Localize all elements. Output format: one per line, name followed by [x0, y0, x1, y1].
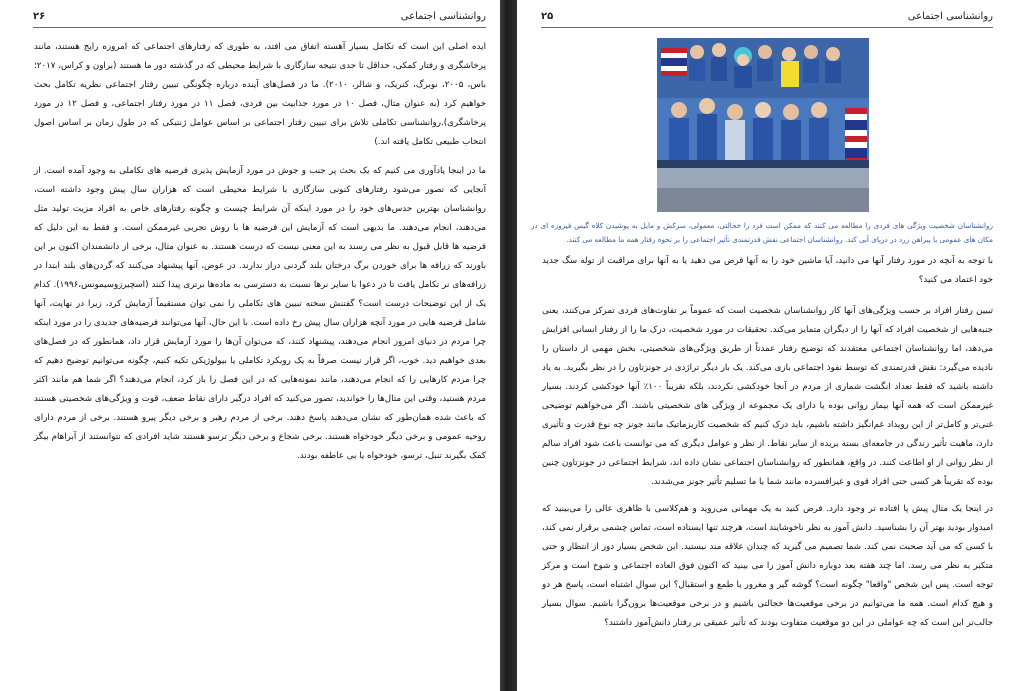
crowd-illustration — [657, 38, 869, 212]
page-header — [33, 11, 486, 28]
running-title: روانشناسی اجتماعی — [907, 11, 993, 22]
flag-left — [661, 48, 687, 76]
left-page — [0, 0, 500, 691]
body-paragraph: ما در اینجا یادآوری می کنیم که یک بحث پر جنب و جوش در مورد آزمایش پذیری فرضیه های تکاملی به وجود آمده است. از آنجایی که تصور می‌شود رفتارهای کنونی سازگاری با شرایط محیطی است که هزاران سال پیش وجود داشته است، روانشناسان بهترین حدس‌های خود را در مورد اینکه آن شرایط چیست و چگونه رفتارهای خاص به افراد مزیت تولید مثل می‌دهند، انجام می‌دهند. ما بدیهی است که آزمایش این فرضیه ها با روش تجربی غیرممکن است. و فقط به این دلیل که فرضیه ها قابل قبول به نظر می رسند به این معنی نیست که درست هستند. به عنوان مثال، برخی از دانشمندان اکنون بر این باورند که زرافه ها برای خوردن برگ درختان بلند گردنی دراز ندارند. در عوض، آنها پیشنهاد می‌کنند که گردن‌های بلند ابتدا در زرافه‌های نر تکامل یافت تا در دعوا با سایر نرها نسبت به دسترسی به ماده‌ها برتری پیدا کنند (اسچیرزوسیمونس،۱۹۹۶). کدام یک از این توضیحات درست است؟ گفتنش سخته تبیین های تکاملی را نمی توان مستقیماً آزمایش کرد، زیرا در نهایت، آنها شامل فرضیه هایی در مورد آنچه هزاران سال پیش رخ داده است. با این حال، آنها می‌توانند فرضیه‌های جدیدی را در مورد اینکه چرا مردم در دنیای امروز انجام می‌دهند، پیشنهاد کنند، که می‌توان آن‌ها را مورد آزمایش قرار داد، همانطور که در فصل‌های بعدی خواهیم دید. خوب، اگر قرار نیست صرفاً به یک رویکرد تکاملی یا بیولوژیکی تکیه کنیم، چگونه می‌توانیم توضیح دهیم که چرا مردم کارهایی را که انجام می‌دهند، مانند نمونه‌هایی که در این فصل را باز کرد، انجام می‌دهند؟ اگر شما هم مانند اکثر مردم هستید، وقتی این مثال‌ها را خواندید، تصور می‌کنید که افراد درگیر دارای نقاط ضعف، قوت و ویژگی‌های شخصیتی هستند که باعث شده همان‌طور که نشان می‌دهند پاسخ دهند. برخی از مردم رهبر و برخی دیگر پیرو هستند. برخی از مردم دارای روحیه عمومی و برخی دیگر خودخواه هستند. برخی شجاع و برخی دیگر ترسو هستند شاید افرادی که نتوانستند از آبراهام بیگز کمک بگیرند تنبل، ترسو، خودخواه یا بی عاطفه بودند. — [34, 166, 486, 461]
right-page — [517, 0, 1017, 691]
page-gutter — [500, 0, 517, 691]
sports-fans-photo — [657, 38, 869, 212]
running-title: روانشناسی اجتماعی — [400, 11, 486, 22]
body-paragraph: با توجه به آنچه در مورد رفتار آنها می دانید، آیا ماشین خود را به آنها قرض می دهید یا به آنها برای مراقبت از توله سگ جدید خود اعتماد می کنید؟ — [542, 256, 993, 285]
page-number: ۲۶ — [33, 11, 46, 22]
page-header — [541, 11, 993, 28]
body-paragraph: در اینجا یک مثال پیش پا افتاده تر وجود دارد. فرض کنید به یک مهمانی می‌روید و هم‌کلاسی با ظاهری عالی را می‌بینید که امیدوار بودید بهتر آن را بشناسید. دانش آموز به نظر ناخوشایند است، هرچند تنها ایستاده است، تماس چشمی برقرار نمی کند، با کسی که می آید صحبت نمی کند. شما تصمیم می گیرید که چندان علاقه مند نیستید. این شخص بسیار دور از انتظار و حتی متکبر به نظر می رسد. اما چند هفته بعد دوباره دانش آموز را می بینید که اکنون فوق العاده اجتماعی و شوخ است و مرکز توجه است. پس این شخص "واقعا" چگونه است؟ گوشه گیر و مغرور یا طمع و استقبال؟ این سوال اشتباه است، پاسخ هر دو و هیچ کدام است. همه ما می‌توانیم در برخی موقعیت‌ها خجالتی باشیم و در برخی موقعیت‌ها برون‌گرا باشیم. سوال بسیار جالب‌تر این است که چه عواملی در این دو موقعیت متفاوت بودند که تأثیر عمیقی بر رفتار دانش‌آموز داشتند؟ — [542, 504, 993, 628]
body-paragraph: ایده اصلی این است که تکامل بسیار آهسته اتفاق می افتد، به طوری که رفتارهای اجتماعی که امروزه رایج هستند، مانند پرخاشگری و رفتار کمکی، حداقل تا حدی نتیجه سازگاری با شرایط محیطی که در گذشته دور ما هستند (براون و کراس، ۲۰۱۷؛ باس، ۲۰۰۵، نوبرگ، کنریک، و شالر، ۲۰۱۰). ما در فصل‌های آینده درباره چگونگی تبیین رفتار اجتماعی نظریه تکامل بحث خواهیم کرد (به عنوان مثال، فصل ۱۰ در مورد جذابیت بین فردی، فصل ۱۱ در مورد رفتار اجتماعی، و فصل ۱۲ در مورد پرخاشگری).روانشناسی تکاملی تلاش برای تبیین رفتار اجتماعی بر اساس عوامل ژنتیکی که در طول زمان بر اساس اصول انتخاب طبیعی تکامل یافته اند.) — [34, 42, 486, 147]
body-paragraph: تبیین رفتار افراد بر حسب ویژگی‌های آنها کار روانشناسان شخصیت است که عموماً بر تفاوت‌های فردی تمرکز می‌کنند، یعنی جنبه‌هایی از شخصیت افراد که آنها را از دیگران متمایز می‌کند. تحقیقات در مورد شخصیت، درک ما را از رفتار انسانی افزایش می‌دهد، اما روانشناسان اجتماعی معتقدند که توضیح رفتار عمدتاً از طریق ویژگی‌های شخصیتی، بخش مهمی از داستان را نادیده می‌گیرد: نقش قدرتمندی که توسط نفوذ اجتماعی بازی می‌کند. یک بار دیگر تراژدی در جونزتاون را در نظر بگیرید. به یاد داشته باشید که فقط تعداد انگشت شماری از مردم در آنجا خودکشی نکردند، بلکه تقریباً ۱۰۰٪ آنها خودکشی کردند. بسیار غیرممکن است که همه آنها بیمار روانی بوده یا دارای یک مجموعه از ویژگی های شخصیتی باشند. اگر می‌خواهیم توضیحی غنی‌تر و کامل‌تر از این رویداد غم‌انگیز داشته باشیم، باید درک کنیم که شخصیت کاریزماتیک مانند جونز چه نوع قدرت و تأثیری دارد، ماهیت تأثیر زندگی در جامعه‌ای بسته بریده از سایر نقاط. از نظر و عوامل دیگری که می توانست باعث شود افراد سالم از نظر روانی از او اطاعت کنند. در واقع، همانطور که روانشناسان اجتماعی نشان داده اند، شرایط اجتماعی در جونزتاون چنین بوده که تقریباً هر کسی حتی افراد قوی و غیرافسرده مانند شما یا ما تسلیم تأثیر جونز می‌شدند. — [542, 306, 994, 487]
flag-right — [845, 108, 867, 164]
page-number: ۲۵ — [541, 11, 554, 22]
photo-caption: روانشناسان شخصیت ویژگی های فردی را مطالعه می کنند که ممکن است فرد را خجالتی، معمولی، سرکش و مایل به پوشیدن کلاه گیس فیروزه ای در مکان های عمومی یا پیراهن زرد در دریای آبی کند. روانشناسان اجتماعی نقش قدرتمندی تأثیر اجتماعی را بر نحوه رفتار همه ما مطالعه می کنند. — [531, 221, 993, 244]
